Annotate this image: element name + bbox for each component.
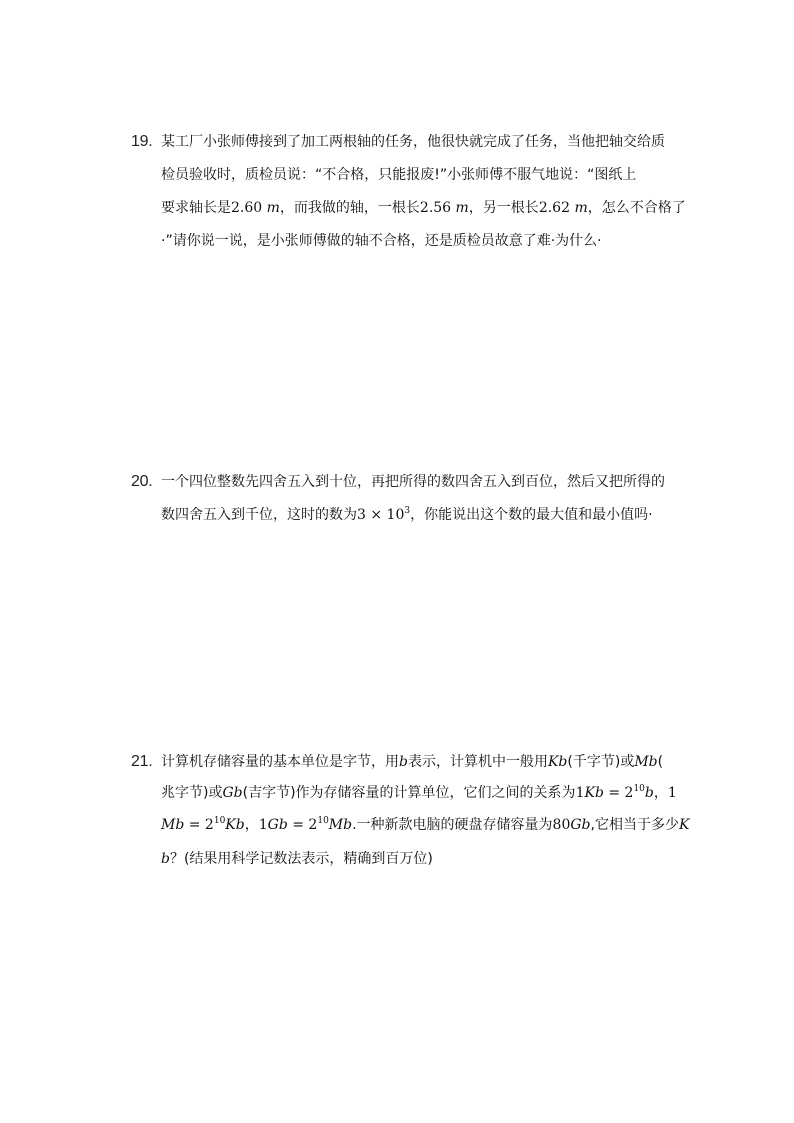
math-variable: m xyxy=(455,200,469,216)
math-variable: b xyxy=(399,754,408,770)
math-number: = 2 xyxy=(603,785,634,801)
problem-line xyxy=(161,776,677,810)
text-segment: 要求轴长是 xyxy=(161,200,231,216)
math-number: 1 xyxy=(258,817,268,833)
math-number: 2.62 xyxy=(538,200,570,216)
text-segment: ,它相当于多少 xyxy=(590,817,679,833)
exponent: 3 xyxy=(404,506,411,516)
text-segment: ，怎么不合格了 xyxy=(587,200,686,216)
text-segment: 计算机存储容量的基本单位是字节，用 xyxy=(161,754,399,770)
problem-number: 19. xyxy=(131,133,153,150)
math-variable: Mb xyxy=(328,817,353,833)
math-variable: b xyxy=(161,851,170,867)
math-variable: Gb xyxy=(222,785,243,801)
text-segment: (吉字节)作为存储容量的计算单位，它们之间的关系为 xyxy=(242,785,576,801)
text-segment: 某工厂小张师傅接到了加工两根轴的任务，他很快就完成了任务，当他把轴交给质 xyxy=(161,134,665,150)
problem-line xyxy=(161,842,433,876)
text-segment: (千字节)或 xyxy=(567,754,635,770)
exponent: 10 xyxy=(213,816,226,826)
math-variable: Mb xyxy=(634,754,658,770)
text-segment: 数四舍五入到千位，这时的数为 xyxy=(161,507,357,523)
exponent: 10 xyxy=(633,784,645,794)
math-variable: K xyxy=(678,817,690,833)
math-number: 1 xyxy=(575,785,585,801)
math-number: 1 xyxy=(667,785,677,801)
text-segment: ，而我做的轴，一根长 xyxy=(279,200,420,216)
text-segment: 表示，计算机中一般用 xyxy=(407,754,548,770)
problem-line xyxy=(161,465,665,499)
math-number: = 2 xyxy=(287,817,318,833)
problem-line xyxy=(161,191,686,225)
text-segment: 兆字节)或 xyxy=(161,785,223,801)
text-segment: ， xyxy=(653,785,668,801)
text-segment: 一个四位整数先四舍五入到十位，再把所得的数四舍五入到百位，然后又把所得的 xyxy=(161,474,665,490)
problem-line xyxy=(161,158,636,192)
problem-line xyxy=(161,125,665,159)
math-number: 80 xyxy=(552,817,571,833)
problem-line xyxy=(161,808,689,842)
math-number: 2.60 xyxy=(231,200,263,216)
text-segment: ， xyxy=(244,817,259,833)
math-variable: Mb xyxy=(161,817,185,833)
math-number: 2.56 xyxy=(419,200,452,216)
text-segment: ？(结果用科学记数法表示，精确到百万位) xyxy=(169,851,433,867)
math-variable: Gb xyxy=(267,817,288,833)
math-variable: b xyxy=(644,785,654,801)
math-variable: Gb xyxy=(570,817,591,833)
math-variable: m xyxy=(266,200,280,216)
math-variable: Kb xyxy=(584,785,604,801)
problem-number: 20. xyxy=(131,473,153,490)
math-number: 3 × 10 xyxy=(357,507,405,523)
problem-line xyxy=(161,498,653,532)
exponent: 10 xyxy=(317,816,329,826)
math-variable: m xyxy=(574,200,588,216)
text-segment: ，你能说出这个数的最大值和最小值吗· xyxy=(410,507,653,523)
text-segment: ( xyxy=(657,754,664,770)
text-segment: .一种新款电脑的硬盘存储容量为 xyxy=(352,817,553,833)
math-number: = 2 xyxy=(184,817,214,833)
problem-number: 21. xyxy=(131,753,153,770)
math-variable: Kb xyxy=(547,754,568,770)
text-segment: ，另一根长 xyxy=(468,200,539,216)
text-segment: 检员验收时，质检员说：“不合格，只能报废!”小张师傅不服气地说：“图纸上 xyxy=(161,167,637,183)
problem-line xyxy=(161,224,602,258)
text-segment: ·”请你说一说，是小张师傅做的轴不合格，还是质检员故意了难·为什么· xyxy=(161,233,602,249)
math-variable: Kb xyxy=(225,817,245,833)
problem-line xyxy=(161,745,663,779)
